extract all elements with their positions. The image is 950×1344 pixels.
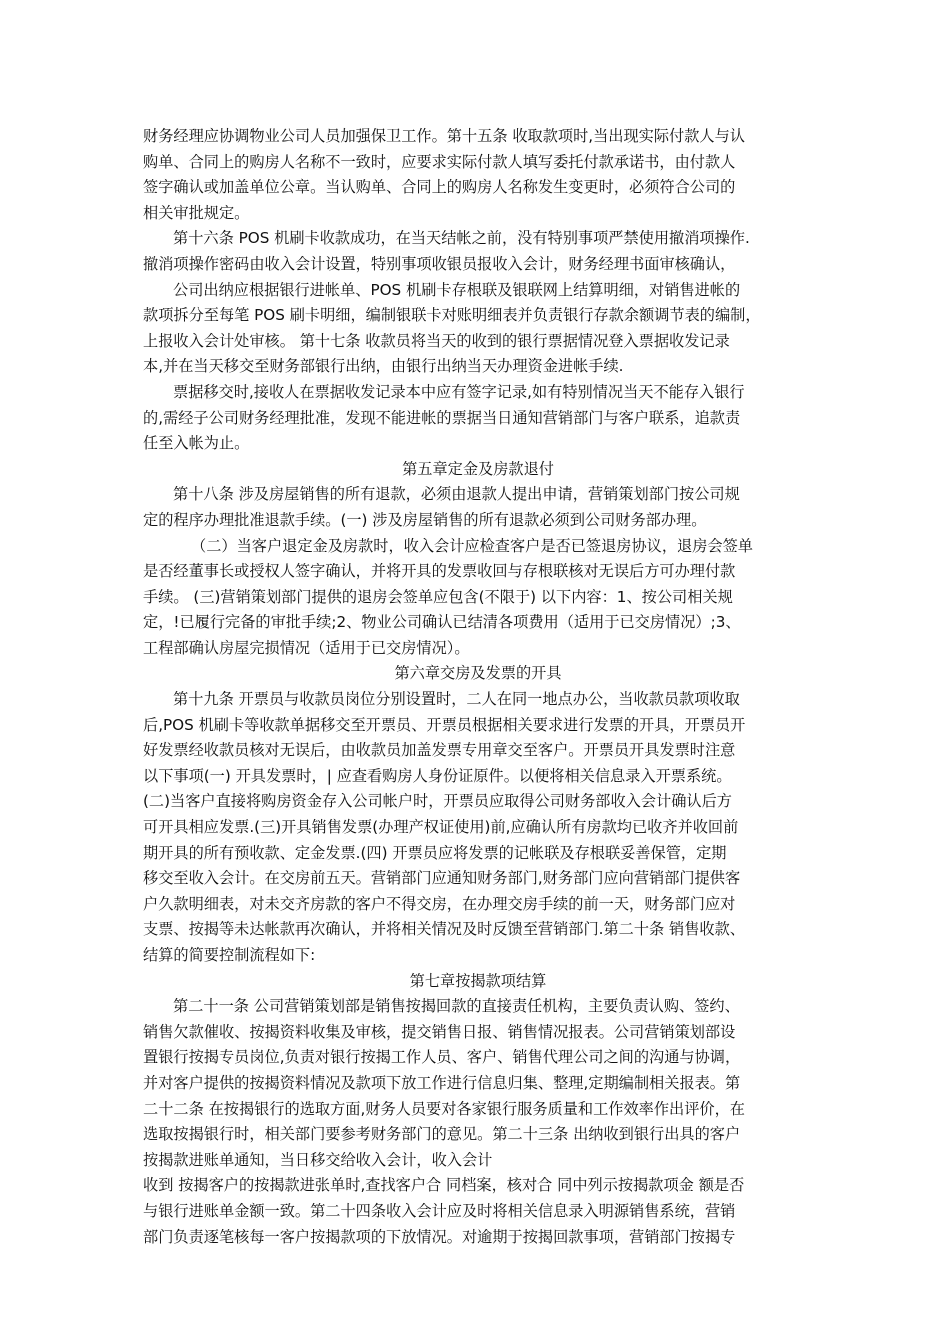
text-line: 部门负责逐笔核每一客户按揭款项的下放情况。对逾期于按揭回款事项，营销部门按揭专 (143, 1227, 736, 1246)
text-line: 期开具的所有预收款、定金发票.(四) 开票员应将发票的记帐联及存根联妥善保管，定期 (143, 843, 727, 862)
text-line: 定，!已履行完备的审批手续;2、物业公司确认已结清各项费用（适用于已交房情况）;3、 (143, 613, 741, 632)
text-line: 户久款明细表，对未交齐房款的客户不得交房，在办理交房手续的前一天，财务部门应对 (143, 894, 736, 913)
chapter-heading: 第六章交房及发票的开具 (394, 664, 562, 683)
text-line: 撤消项操作密码由收入会计设置，特别事项收银员报收入会计，财务经理书面审核确认， (143, 254, 736, 273)
text-line: 二十二条 在按揭银行的选取方面,财务人员要对各家银行服务质量和工作效率作出评价，在 (143, 1099, 745, 1118)
text-line: (二)当客户直接将购房资金存入公司帐户时，开票员应取得公司财务部收入会计确认后方 (143, 792, 732, 811)
text-line: 公司出纳应根据银行进帐单、POS 机刷卡存根联及银联网上结算明细，对销售进帐的 (173, 280, 741, 299)
text-line: 收到 按揭客户的按揭款进张单时,查找客户合 同档案，核对合 同中列示按揭款项金 额是否 (143, 1176, 745, 1195)
document-body (143, 124, 813, 1250)
text-line: 票据移交时,接收人在票据收发记录本中应有签字记录,如有特别情况当天不能存入银行 (173, 382, 745, 401)
text-line: 后,POS 机刷卡等收款单据移交至开票员、开票员根据相关要求进行发票的开具，开票员开 (143, 715, 746, 734)
text-line: 购单、合同上的购房人名称不一致时，应要求实际付款人填写委托付款承诺书，由付款人 (143, 152, 736, 171)
text-line: 定的程序办理批准退款手续。(一) 涉及房屋销售的所有退款必须到公司财务部办理。 (143, 510, 707, 529)
text-line: 结算的简要控制流程如下: (143, 946, 316, 964)
text-line: 手续。 (三)营销策划部门提供的退房会签单应包含(不限于) 以下内容：1、按公司相关规 (143, 587, 733, 606)
text-line: 置银行按揭专员岗位,负责对银行按揭工作人员、客户、销售代理公司之间的沟通与协调， (143, 1048, 741, 1067)
text-line: （二）当客户退定金及房款时，收入会计应检查客户是否已签退房协议，退房会签单 (191, 536, 753, 555)
text-line: 支票、按揭等未达帐款再次确认，并将相关情况及时反馈至营销部门.第二十条 销售收款、 (143, 920, 745, 939)
text-line: 移交至收入会计。在交房前五天。营销部门应通知财务部门,财务部门应向营销部门提供客 (143, 869, 741, 888)
text-line: 款项拆分至每笔 POS 刷卡明细，编制银联卡对账明细表并负责银行存款余额调节表的编制， (143, 306, 761, 325)
text-line: 上报收入会计处审核。 第十七条 收款员将当天的收到的银行票据情况登入票据收发记录 (143, 331, 730, 350)
text-line: 财务经理应协调物业公司人员加强保卫工作。第十五条 收取款项时,当出现实际付款人与认 (143, 127, 745, 145)
chapter-heading: 第七章按揭款项结算 (409, 971, 547, 990)
text-line: 相关审批规定。 (143, 203, 250, 222)
text-line: 本,并在当天移交至财务部银行出纳，由银行出纳当天办理资金进帐手续. (143, 357, 624, 376)
text-line: 的,需经子公司财务经理批准，发现不能进帐的票据当日通知营销部门与客户联系，追款责 (143, 408, 741, 427)
text-line: 第十六条 POS 机刷卡收款成功，在当天结帐之前，没有特别事项严禁使用撤消项操作. (173, 229, 750, 248)
text-line: 可开具相应发票.(三)开具销售发票(办理产权证使用)前,应确认所有房款均已收齐并收回前 (143, 818, 739, 837)
text-line: 销售欠款催收、按揭资料收集及审核，提交销售日报、销售情况报表。公司营销策划部设 (143, 1022, 736, 1041)
text-line: 工程部确认房屋完损情况（适用于已交房情况）。 (143, 638, 470, 657)
text-line: 以下事项(一) 开具发票时，| 应查看购房人身份证原件。以便将相关信息录入开票系统。 (143, 766, 732, 785)
text-line: 按揭款进账单通知，当日移交给收入会计，收入会计 (143, 1150, 493, 1169)
text-line: 第十八条 涉及房屋销售的所有退款，必须由退款人提出申请，营销策划部门按公司规 (173, 485, 740, 504)
text-line: 任至入帐为止。 (143, 434, 250, 453)
text-line: 与银行进账单金额一致。第二十四条收入会计应及时将相关信息录入明源销售系统，营销 (143, 1201, 736, 1220)
text-line: 第十九条 开票员与收款员岗位分别设置时，二人在同一地点办公，当收款员款项收取 (173, 690, 740, 709)
text-line: 并对客户提供的按揭资料情况及款项下放工作进行信息归集、整理,定期编制相关报表。第 (143, 1073, 741, 1092)
text-line: 好发票经收款员核对无误后，由收款员加盖发票专用章交至客户。开票员开具发票时注意 (143, 741, 736, 760)
text-line: 签字确认或加盖单位公章。当认购单、合同上的购房人名称发生变更时，必须符合公司的 (143, 178, 736, 197)
text-line: 选取按揭银行时，相关部门要参考财务部门的意见。第二十三条 出纳收到银行出具的客户 (143, 1125, 741, 1144)
text-line: 第二十一条 公司营销策划部是销售按揭回款的直接责任机构，主要负责认购、签约、 (173, 997, 740, 1016)
chapter-heading: 第五章定金及房款退付 (402, 459, 554, 478)
text-line: 是否经董事长或授权人签字确认，并将开具的发票收回与存根联核对无误后方可办理付款 (143, 562, 736, 581)
